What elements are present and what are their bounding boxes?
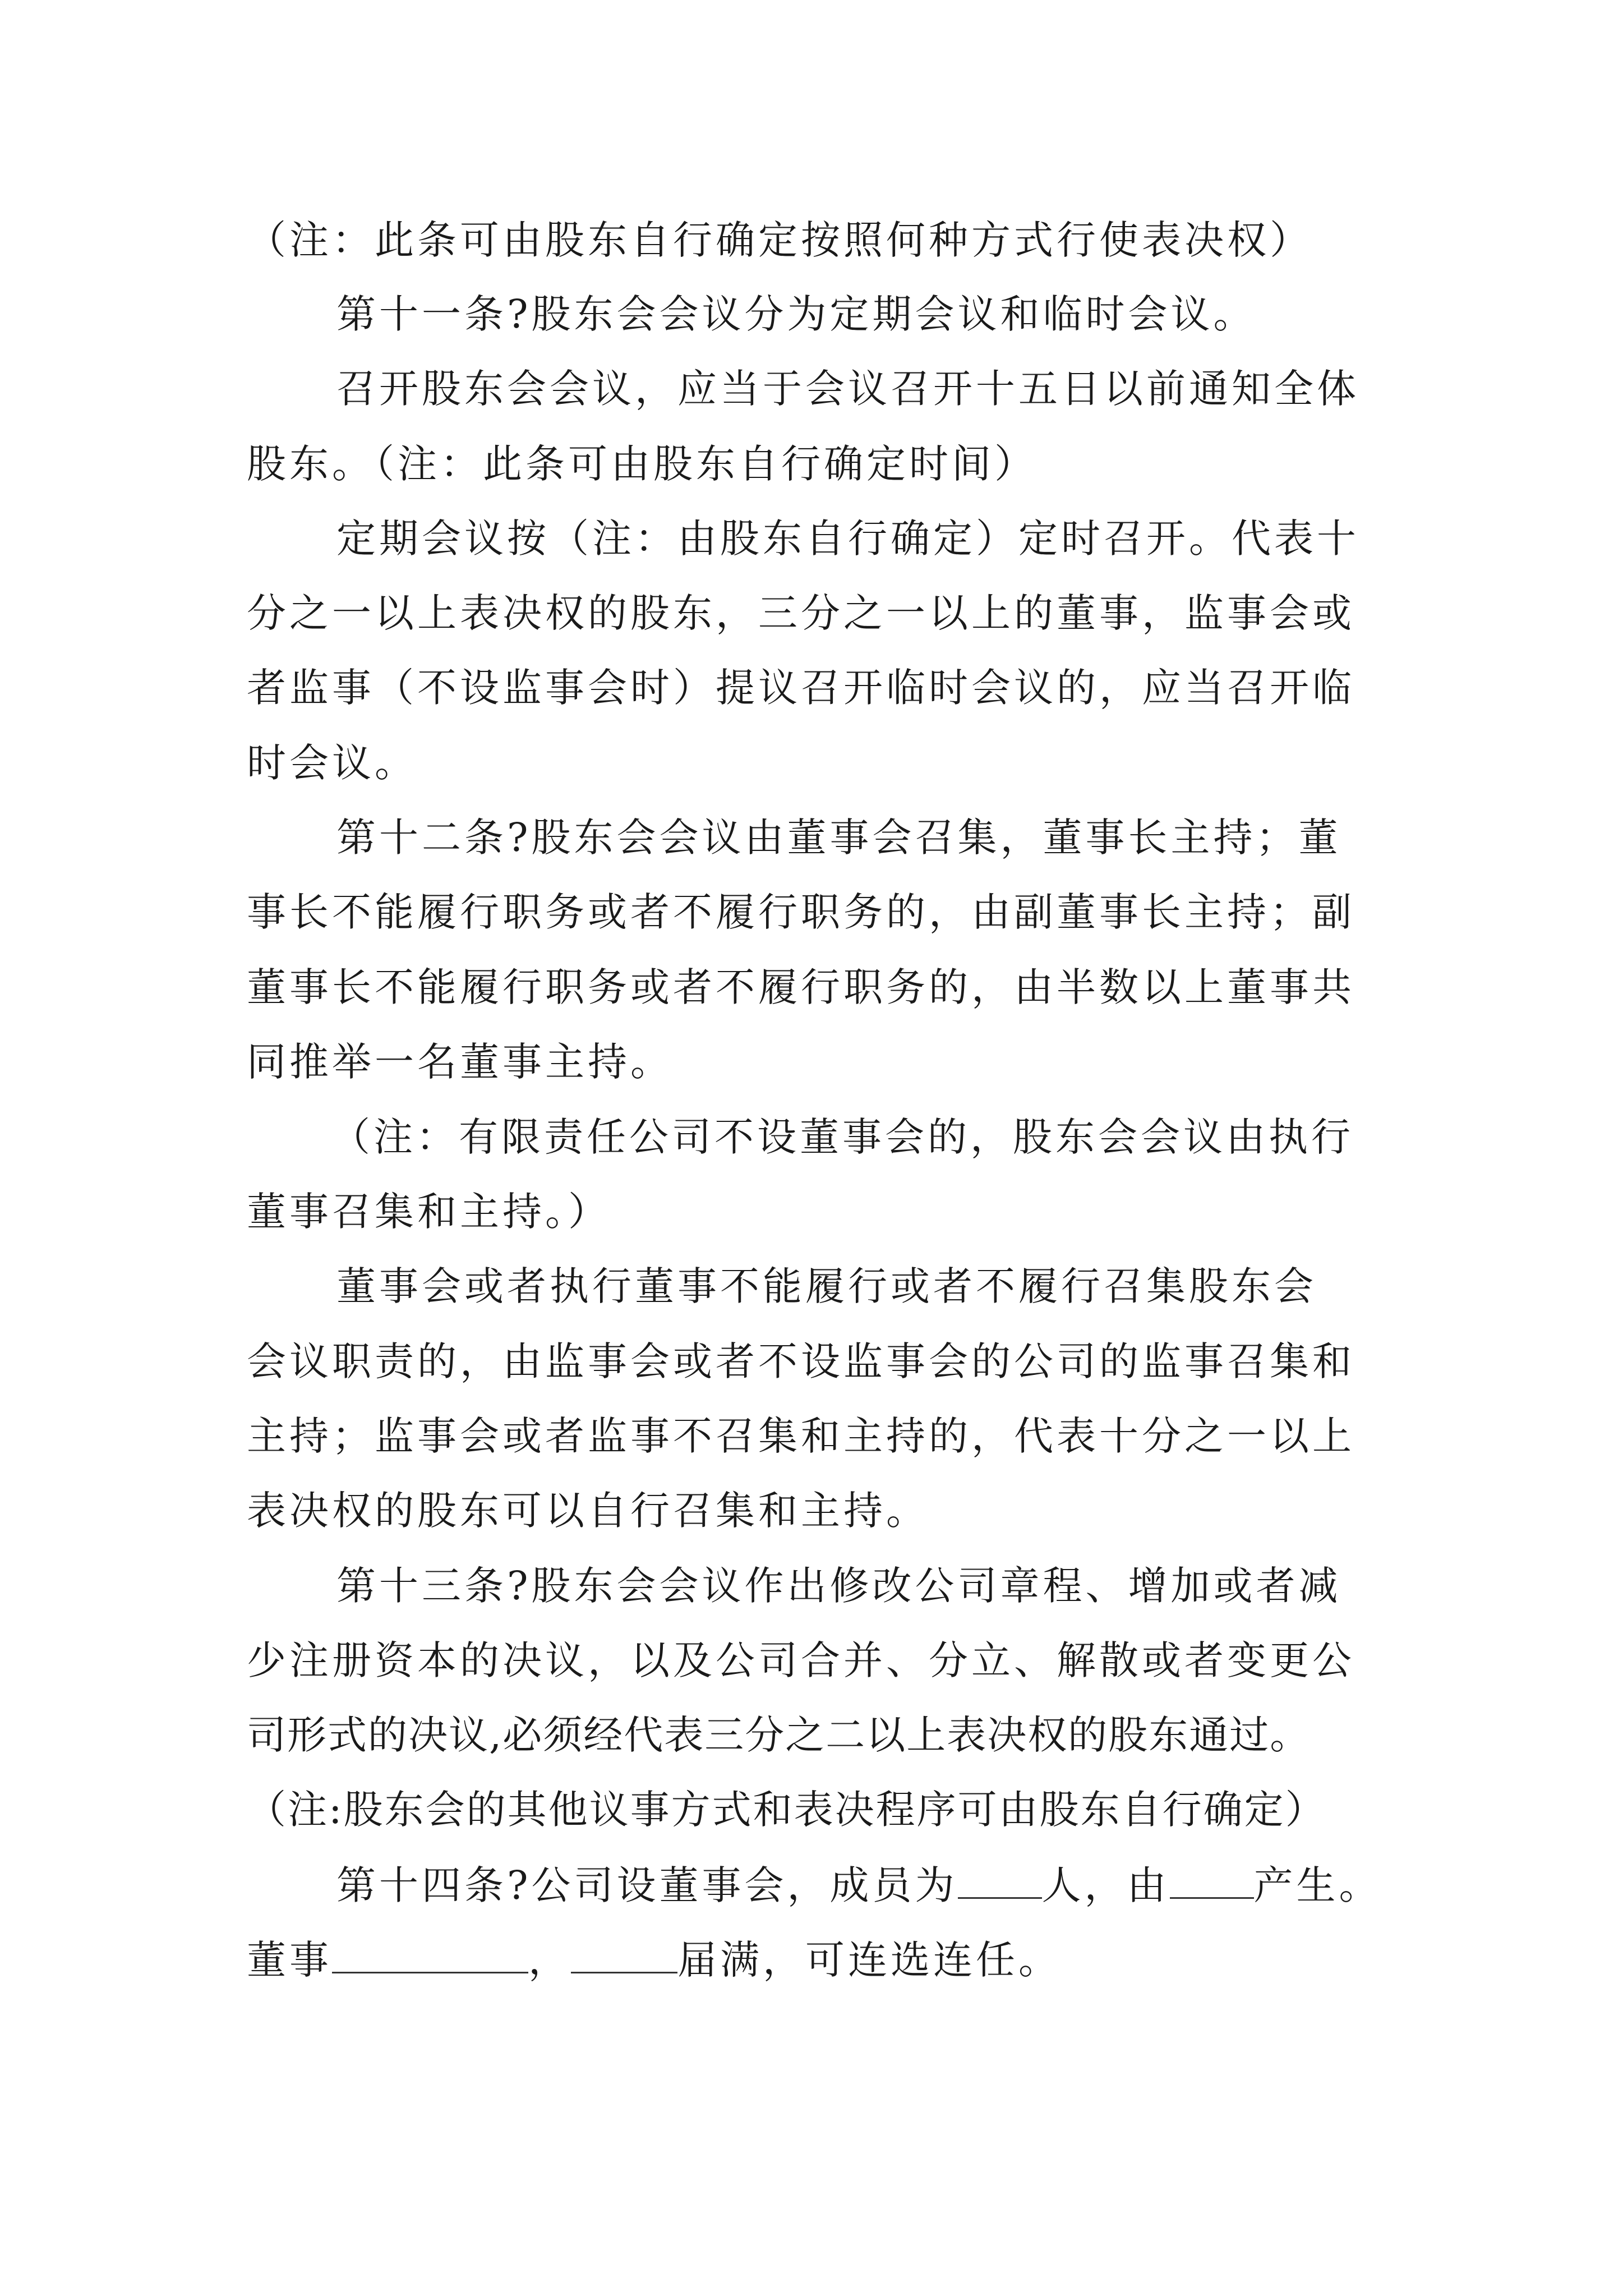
fill-in-blank bbox=[332, 1937, 528, 1973]
text-line: 时会议。 bbox=[247, 740, 417, 786]
text-line: 第十三条?股东会会议作出修改公司章程、增加或者减 bbox=[336, 1563, 1341, 1609]
text-line: 第十二条?股东会会议由董事会召集，董事长主持；董 bbox=[336, 815, 1341, 861]
text-line: 第十一条?股东会会议分为定期会议和临时会议。 bbox=[336, 291, 1256, 337]
text-line: 董事长不能履行职务或者不履行职务的，由半数以上董事共 bbox=[247, 964, 1355, 1010]
article-14-text: 董事 bbox=[247, 1937, 332, 1983]
text-line: （注：此条可由股东自行确定按照何种方式行使表决权） bbox=[247, 217, 1312, 263]
text-line: 表决权的股东可以自行召集和主持。 bbox=[247, 1488, 929, 1534]
article-14-text: 产生。 bbox=[1253, 1862, 1382, 1908]
article-14-line-2 bbox=[247, 1937, 1061, 1982]
fill-in-blank bbox=[958, 1862, 1042, 1899]
text-line: 事长不能履行职务或者不履行职务的，由副董事长主持；副 bbox=[247, 889, 1355, 935]
text-line: （注:股东会的其他议事方式和表决程序可由股东自行确定） bbox=[247, 1787, 1326, 1833]
text-line: （注：有限责任公司不设董事会的，股东会会议由执行 bbox=[331, 1114, 1354, 1160]
fill-in-blank bbox=[571, 1937, 677, 1973]
text-line: 同推举一名董事主持。 bbox=[247, 1039, 673, 1085]
article-14-text: 人，由 bbox=[1041, 1862, 1170, 1908]
text-line: 少注册资本的决议，以及公司合并、分立、解散或者变更公 bbox=[247, 1637, 1355, 1683]
article-14-line-1 bbox=[336, 1862, 1382, 1908]
text-line: 定期会议按（注：由股东自行确定）定时召开。代表十 bbox=[336, 516, 1359, 562]
text-line: 董事召集和主持。） bbox=[247, 1189, 611, 1235]
text-line: 司形式的决议,必须经代表三分之二以上表决权的股东通过。 bbox=[247, 1712, 1311, 1758]
text-line: 主持；监事会或者监事不召集和主持的，代表十分之一以上 bbox=[247, 1413, 1355, 1459]
fill-in-blank bbox=[1170, 1862, 1254, 1899]
article-14-text: ， bbox=[528, 1937, 571, 1983]
text-line: 分之一以上表决权的股东，三分之一以上的董事，监事会或 bbox=[247, 590, 1355, 636]
article-14-text: 第十四条?公司设董事会，成员为 bbox=[336, 1862, 958, 1908]
text-line: 董事会或者执行董事不能履行或者不履行召集股东会 bbox=[336, 1263, 1317, 1309]
text-line: 召开股东会会议，应当于会议召开十五日以前通知全体 bbox=[336, 366, 1359, 412]
text-line: 股东。（注：此条可由股东自行确定时间） bbox=[247, 441, 1037, 487]
article-14-text: 届满，可连选连任。 bbox=[677, 1937, 1061, 1983]
text-line: 会议职责的，由监事会或者不设监事会的公司的监事召集和 bbox=[247, 1338, 1355, 1384]
text-line: 者监事（不设监事会时）提议召开临时会议的，应当召开临 bbox=[247, 665, 1355, 711]
